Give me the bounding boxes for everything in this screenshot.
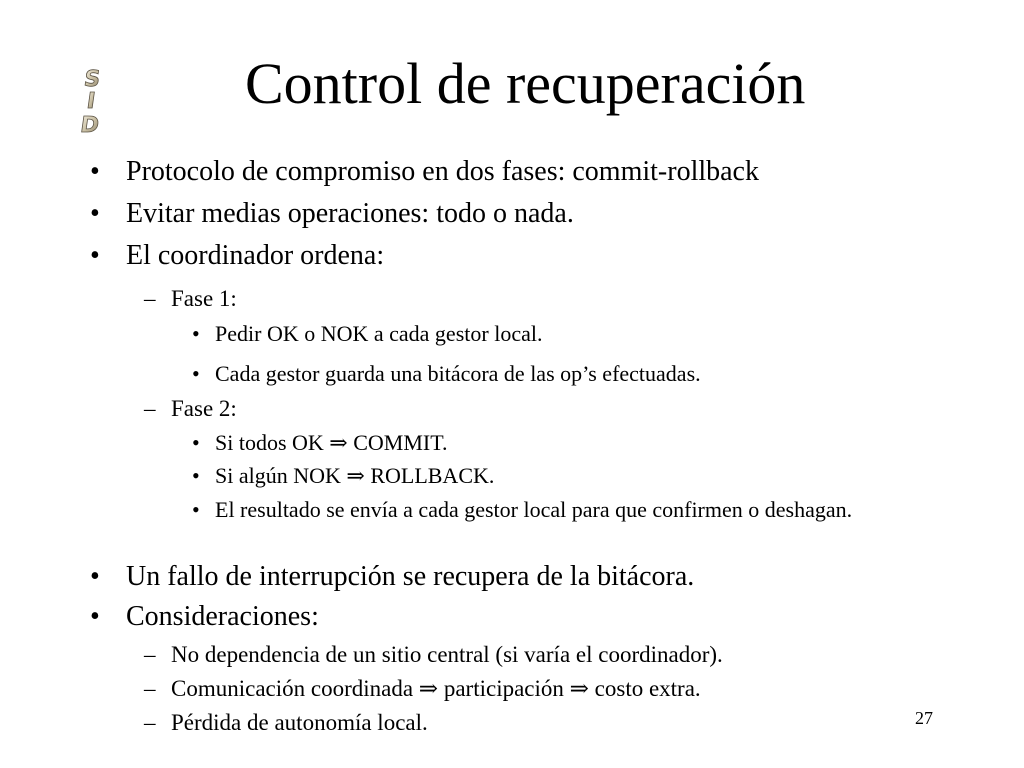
bullet-text: El coordinador ordena: <box>126 240 385 271</box>
sid-logo <box>66 66 122 138</box>
sub-bullet-text: Pérdida de autonomía local. <box>171 710 428 735</box>
svg-text:I: I <box>85 88 97 114</box>
sub-sub-bullet-text: El resultado se envía a cada gestor local para que confirmen o deshagan. <box>215 497 853 522</box>
sub-bullet-text: Fase 1: <box>171 286 237 311</box>
sub-sub-bullet-text: Si algún NOK ⇒ ROLLBACK. <box>215 463 495 488</box>
bullet-text: Consideraciones: <box>126 601 319 632</box>
svg-text:S: S <box>82 66 102 92</box>
sub-bullet-text: No dependencia de un sitio central (si varía el coordinador). <box>171 642 723 667</box>
svg-text:D: D <box>78 112 101 138</box>
bullet-icon: • <box>192 463 200 488</box>
slide-title: Control de recuperación <box>245 51 806 116</box>
sub-sub-bullet-text: Si todos OK ⇒ COMMIT. <box>215 430 448 455</box>
bullet-text: Protocolo de compromiso en dos fases: commit-rollback <box>126 156 759 187</box>
bullet-icon: • <box>90 601 100 632</box>
bullet-icon: • <box>192 497 200 522</box>
dash-icon: – <box>144 286 156 311</box>
sub-bullet-text: Fase 2: <box>171 396 237 421</box>
dash-icon: – <box>144 676 156 701</box>
bullet-text: Un fallo de interrupción se recupera de la bitácora. <box>126 561 695 592</box>
bullet-icon: • <box>192 321 200 346</box>
sub-bullet-text: Comunicación coordinada ⇒ participación ⇒ costo extra. <box>171 676 701 701</box>
dash-icon: – <box>144 710 156 735</box>
page-number: 27 <box>915 708 933 728</box>
sub-sub-bullet-text: Cada gestor guarda una bitácora de las op’s efectuadas. <box>215 361 701 386</box>
bullet-icon: • <box>90 156 100 187</box>
bullet-icon: • <box>192 361 200 386</box>
sub-sub-bullet-text: Pedir OK o NOK a cada gestor local. <box>215 321 543 346</box>
bullet-text: Evitar medias operaciones: todo o nada. <box>126 198 574 229</box>
bullet-icon: • <box>192 430 200 455</box>
bullet-icon: • <box>90 198 100 229</box>
dash-icon: – <box>144 642 156 667</box>
bullet-icon: • <box>90 561 100 592</box>
bullet-icon: • <box>90 240 100 271</box>
dash-icon: – <box>144 396 156 421</box>
